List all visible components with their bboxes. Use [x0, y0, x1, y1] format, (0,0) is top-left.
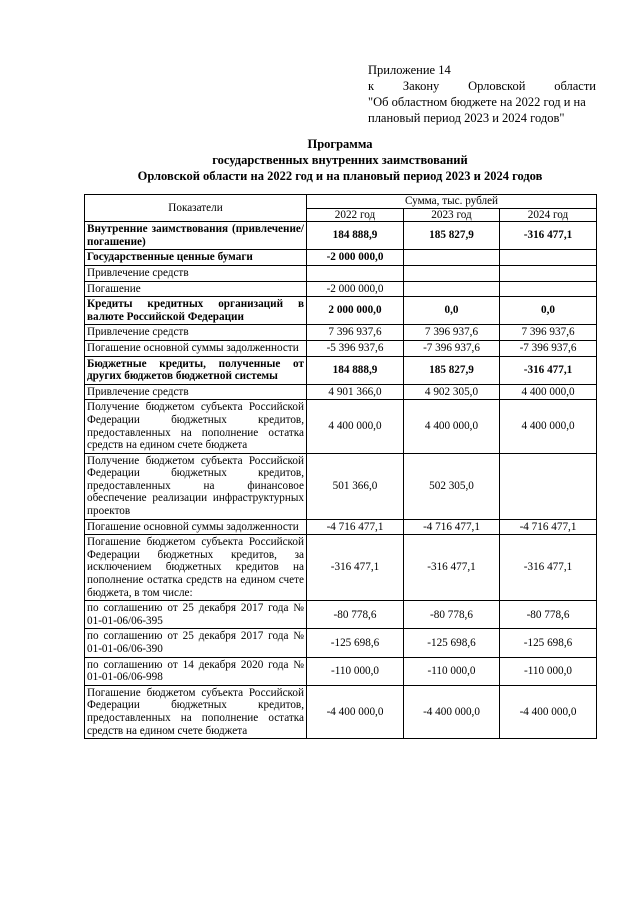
row-value: 501 366,0: [307, 453, 404, 519]
row-label: Внутренние заимствования (привлечение/погашение): [85, 222, 307, 250]
row-value: -316 477,1: [404, 535, 500, 601]
row-value: 4 400 000,0: [404, 400, 500, 453]
row-value: [307, 265, 404, 281]
appendix-law-line: [368, 78, 596, 94]
row-value: 7 396 937,6: [500, 325, 597, 341]
table-row: [85, 657, 597, 685]
appendix-word: к: [368, 79, 375, 93]
row-value: -2 000 000,0: [307, 250, 404, 266]
table-row: [85, 297, 597, 325]
row-value: -316 477,1: [307, 535, 404, 601]
row-value: -4 716 477,1: [307, 519, 404, 535]
borrowing-program-table: [84, 194, 597, 739]
row-value: -316 477,1: [500, 356, 597, 384]
row-value: -110 000,0: [404, 657, 500, 685]
table-row: [85, 384, 597, 400]
table-row: [85, 250, 597, 266]
row-value: [404, 281, 500, 297]
row-value: 0,0: [404, 297, 500, 325]
appendix-word: Орловской: [468, 79, 526, 93]
row-value: 4 901 366,0: [307, 384, 404, 400]
row-value: 184 888,9: [307, 356, 404, 384]
appendix-word: Закону: [402, 79, 440, 93]
table-body: [85, 222, 597, 739]
table-row: [85, 519, 597, 535]
row-label: Погашение основной суммы задолженности: [85, 519, 307, 535]
row-label: по соглашению от 25 декабря 2017 года № 01-01-06/06-395: [85, 601, 307, 629]
row-value: -110 000,0: [500, 657, 597, 685]
appendix-law-title-cont: плановый период 2023 и 2024 годов": [368, 111, 565, 125]
row-label: Погашение бюджетом субъекта Российской Федерации бюджетных кредитов, предоставленных на пополнение остатка средств на едином счете бюджета: [85, 685, 307, 738]
row-value: 4 902 305,0: [404, 384, 500, 400]
table-row: [85, 685, 597, 738]
table-row: [85, 629, 597, 657]
appendix-law-title: "Об областном бюджете на 2022 год и на: [368, 95, 586, 109]
row-value: -125 698,6: [307, 629, 404, 657]
row-label: по соглашению от 14 декабря 2020 года № 01-01-06/06-998: [85, 657, 307, 685]
row-label: Привлечение средств: [85, 384, 307, 400]
row-value: -4 400 000,0: [307, 685, 404, 738]
row-value: 185 827,9: [404, 356, 500, 384]
header-year-2024: 2024 год: [500, 208, 597, 222]
row-value: 7 396 937,6: [307, 325, 404, 341]
row-value: [404, 265, 500, 281]
row-value: -80 778,6: [500, 601, 597, 629]
row-value: -80 778,6: [307, 601, 404, 629]
row-value: -4 716 477,1: [404, 519, 500, 535]
row-label: Погашение основной суммы задолженности: [85, 340, 307, 356]
row-value: 4 400 000,0: [500, 400, 597, 453]
row-value: -4 400 000,0: [500, 685, 597, 738]
table-row: [85, 535, 597, 601]
row-value: -316 477,1: [500, 222, 597, 250]
row-value: -316 477,1: [500, 535, 597, 601]
row-label: Привлечение средств: [85, 325, 307, 341]
appendix-note: [368, 62, 596, 126]
table-row: [85, 340, 597, 356]
table-row: [85, 356, 597, 384]
row-label: Бюджетные кредиты, полученные от других бюджетов бюджетной системы: [85, 356, 307, 384]
row-value: 4 400 000,0: [500, 384, 597, 400]
row-value: -110 000,0: [307, 657, 404, 685]
table-row: [85, 222, 597, 250]
row-value: -4 400 000,0: [404, 685, 500, 738]
row-value: -125 698,6: [404, 629, 500, 657]
row-value: 7 396 937,6: [404, 325, 500, 341]
row-label: по соглашению от 25 декабря 2017 года № 01-01-06/06-390: [85, 629, 307, 657]
heading-subtitle: государственных внутренних заимствований: [212, 153, 468, 167]
row-value: [500, 453, 597, 519]
row-value: -125 698,6: [500, 629, 597, 657]
table-row: [85, 325, 597, 341]
row-value: 4 400 000,0: [307, 400, 404, 453]
row-value: 184 888,9: [307, 222, 404, 250]
row-value: [500, 281, 597, 297]
row-value: 502 305,0: [404, 453, 500, 519]
row-label: Привлечение средств: [85, 265, 307, 281]
row-value: [500, 250, 597, 266]
row-value: -7 396 937,6: [404, 340, 500, 356]
table-row: [85, 601, 597, 629]
row-value: -5 396 937,6: [307, 340, 404, 356]
table-row: [85, 281, 597, 297]
row-label: Государственные ценные бумаги: [85, 250, 307, 266]
header-year-2022: 2022 год: [307, 208, 404, 222]
table-row: [85, 265, 597, 281]
header-year-2023: 2023 год: [404, 208, 500, 222]
appendix-number: Приложение 14: [368, 63, 451, 77]
header-sum: Сумма, тыс. рублей: [307, 195, 597, 209]
row-label: Получение бюджетом субъекта Российской Федерации бюджетных кредитов, предоставленных на финансовое обеспечение реализации инфраструктурных проектов: [85, 453, 307, 519]
table-header-row: [85, 195, 597, 209]
row-label: Кредиты кредитных организаций в валюте Российской Федерации: [85, 297, 307, 325]
row-label: Погашение: [85, 281, 307, 297]
row-value: -2 000 000,0: [307, 281, 404, 297]
row-label: Получение бюджетом субъекта Российской Федерации бюджетных кредитов, предоставленных на пополнение остатка средств на едином счете бюджета: [85, 400, 307, 453]
appendix-word: области: [554, 79, 596, 93]
row-label: Погашение бюджетом субъекта Российской Федерации бюджетных кредитов, за исключением бюджетных кредитов на пополнение остатка средств на едином счете бюджета, в том числе:: [85, 535, 307, 601]
row-value: 0,0: [500, 297, 597, 325]
row-value: 185 827,9: [404, 222, 500, 250]
row-value: 2 000 000,0: [307, 297, 404, 325]
document-heading: [84, 136, 596, 184]
row-value: [500, 265, 597, 281]
header-indicators: Показатели: [85, 195, 307, 222]
table-row: [85, 453, 597, 519]
table-row: [85, 400, 597, 453]
row-value: [404, 250, 500, 266]
row-value: -80 778,6: [404, 601, 500, 629]
row-value: -7 396 937,6: [500, 340, 597, 356]
heading-title: Программа: [307, 137, 373, 151]
row-value: -4 716 477,1: [500, 519, 597, 535]
heading-period: Орловской области на 2022 год и на плановый период 2023 и 2024 годов: [137, 169, 543, 183]
